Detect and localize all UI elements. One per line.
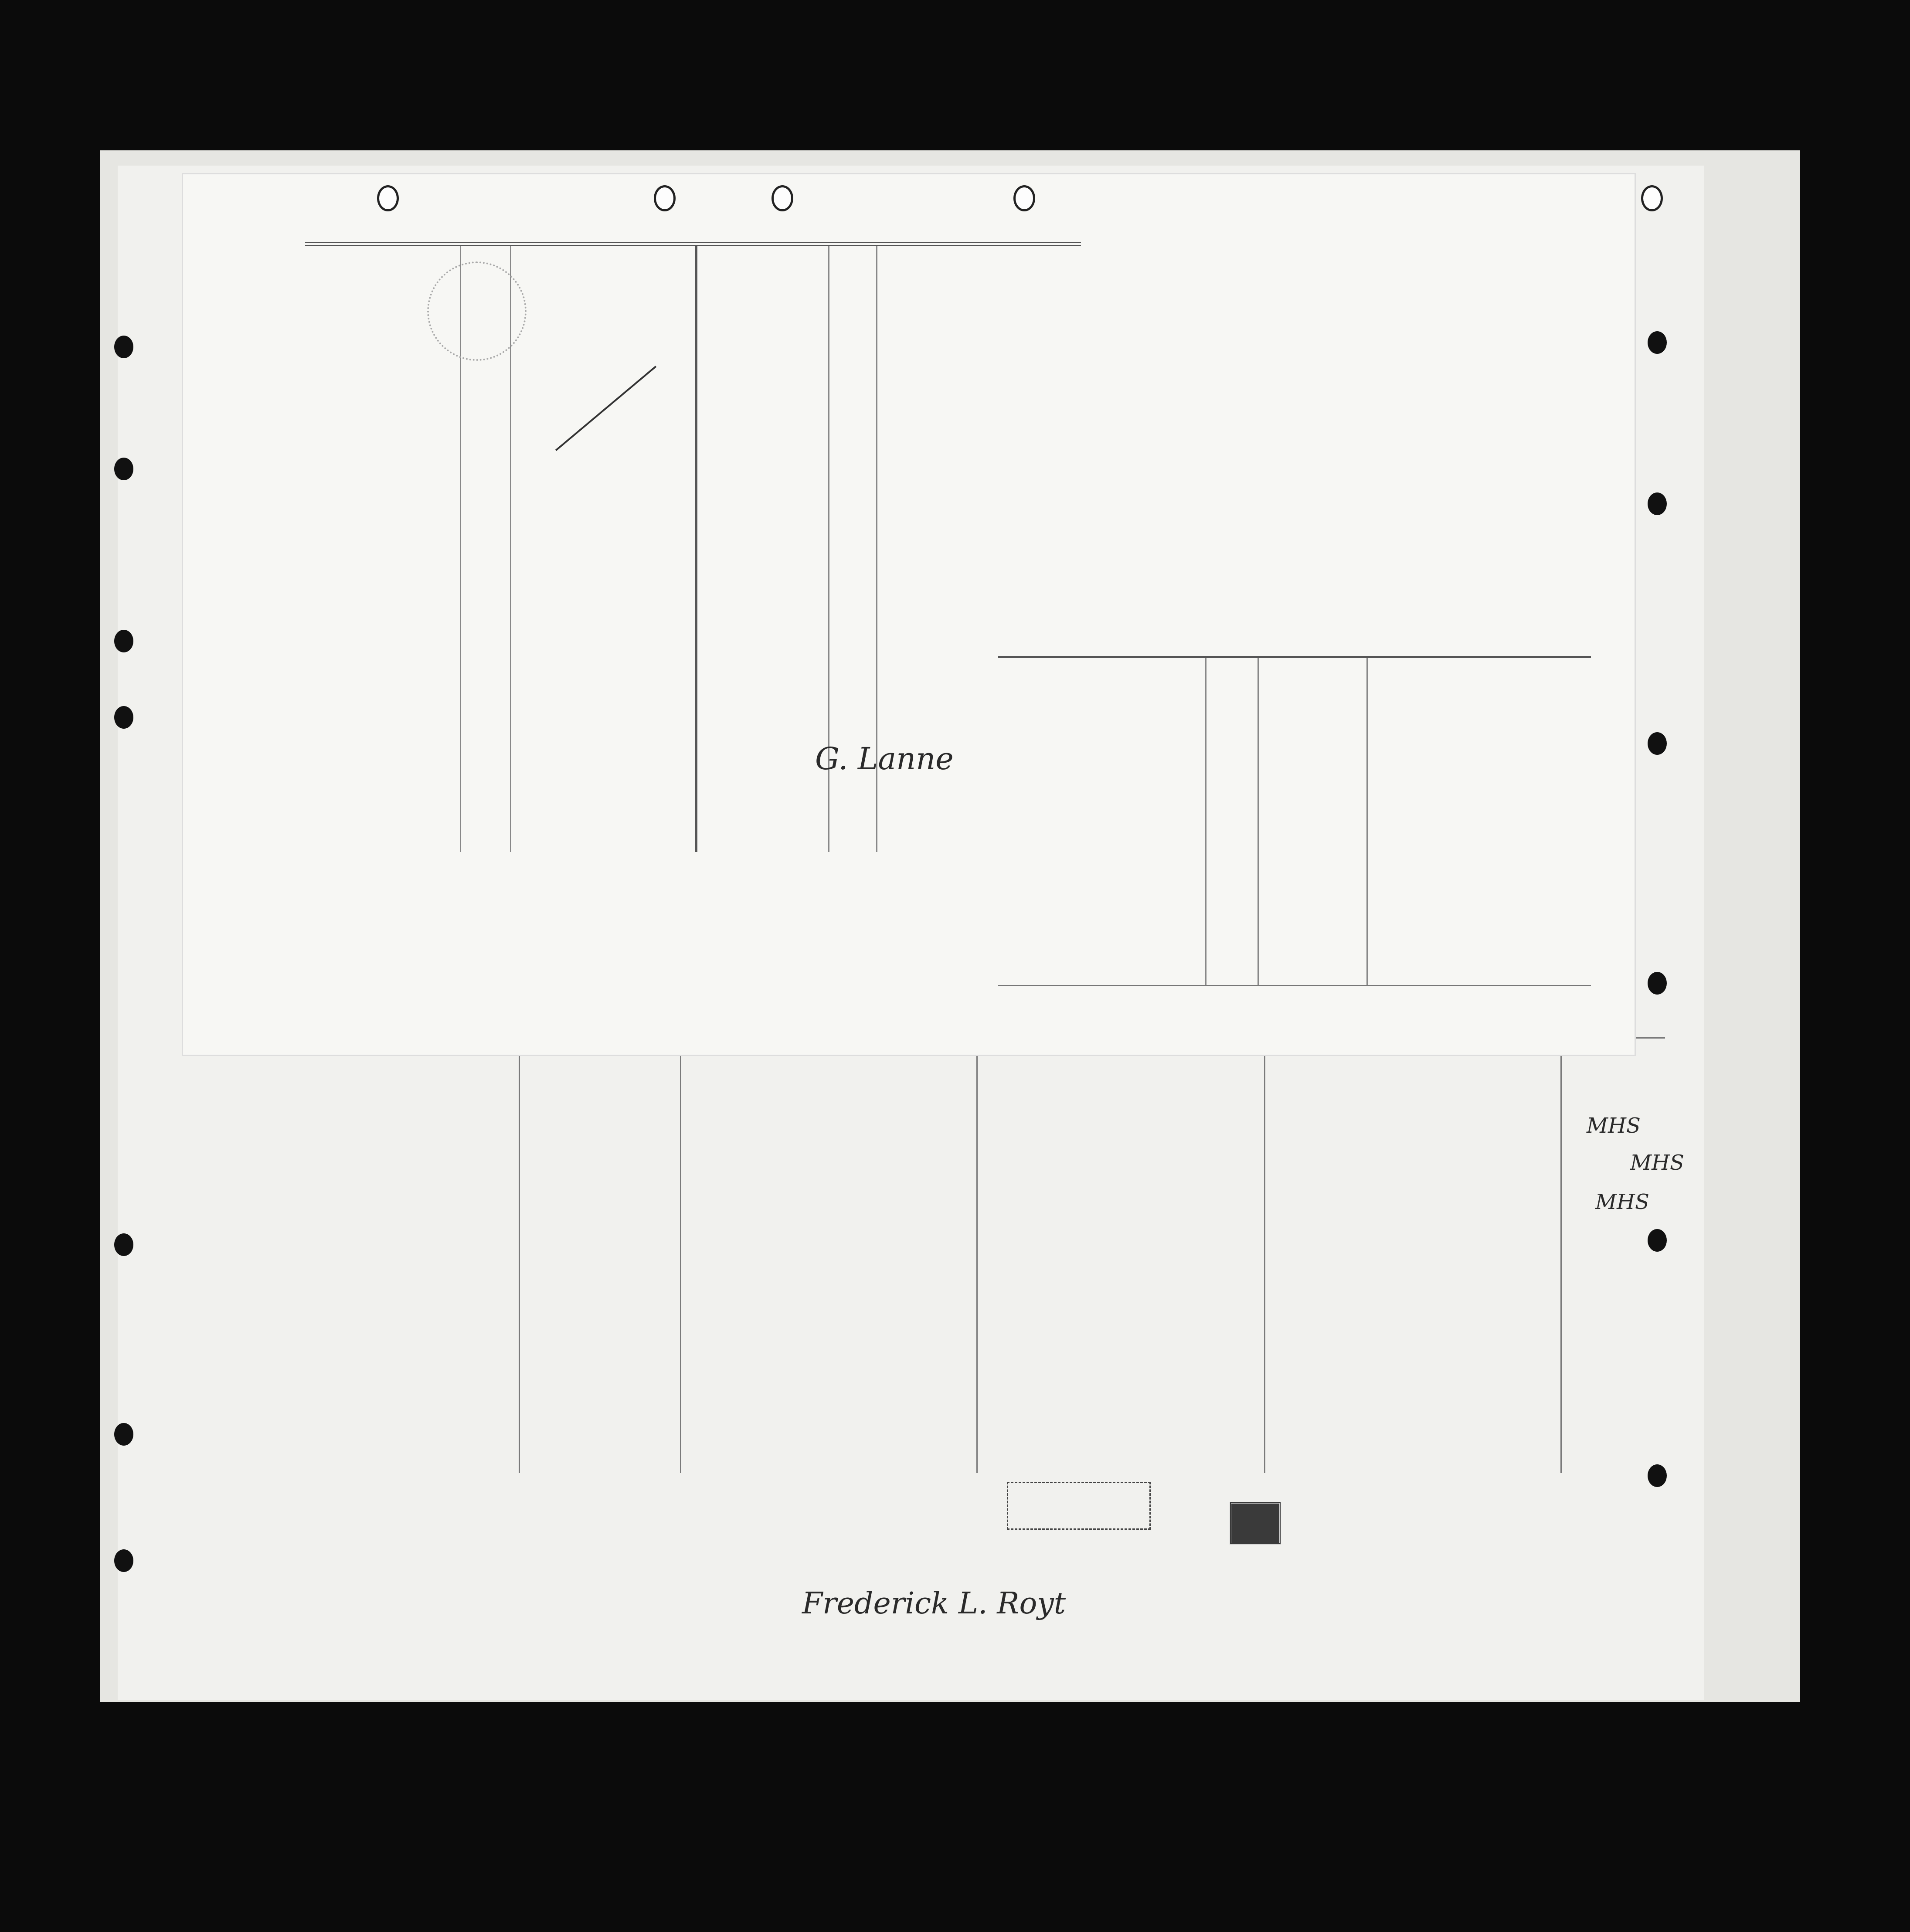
- initials-row19: MHS: [1587, 1114, 1641, 1138]
- punch-hole: [114, 630, 133, 652]
- filing-hole: [654, 185, 676, 211]
- statement-title: [1033, 229, 1534, 232]
- punch-hole: [114, 458, 133, 480]
- table-rule: [976, 1037, 978, 1473]
- punch-hole: [1648, 331, 1667, 354]
- initials-row21: MHS: [1595, 1190, 1649, 1214]
- via-line: [1003, 571, 1626, 593]
- table-top-rule: [305, 242, 1081, 243]
- from-port-line: [1003, 388, 1050, 410]
- fee-stamp-image: [1230, 1502, 1281, 1545]
- fee-box: [1007, 1482, 1151, 1530]
- consulate-stamp: [750, 1449, 1020, 1454]
- punch-hole: [114, 1423, 133, 1446]
- master-line: [1003, 355, 1103, 387]
- circular-stamp: [427, 261, 527, 361]
- filing-hole: [1013, 185, 1035, 211]
- table-rule: [680, 1037, 681, 1473]
- seamen-table: [305, 246, 1081, 852]
- initials-row20: MHS: [1630, 1151, 1684, 1175]
- sail-line: [1003, 547, 1085, 567]
- deserting-table: [998, 656, 1591, 986]
- lying-line: [1003, 523, 1059, 547]
- void-slash: [555, 366, 656, 451]
- col-rule: [1205, 658, 1206, 985]
- arrival-line: [1020, 501, 1085, 523]
- filing-hole: [377, 185, 399, 211]
- master-signature: G. Lanne: [815, 741, 954, 777]
- punch-hole: [1648, 1464, 1667, 1487]
- punch-hole: [114, 1549, 133, 1572]
- punch-hole: [114, 336, 133, 358]
- punch-hole: [114, 706, 133, 729]
- table-rule: [519, 1037, 520, 1473]
- footer-block: [270, 1567, 771, 1664]
- consulate-stamp-2: [1173, 1499, 1338, 1547]
- punch-hole: [114, 1233, 133, 1256]
- consul-signature: Frederick L. Royt: [802, 1586, 1066, 1621]
- punch-hole: [1648, 732, 1667, 755]
- form-689-overlay: [183, 174, 1635, 1055]
- filing-hole: [771, 185, 793, 211]
- punch-hole: [1648, 492, 1667, 515]
- table-rule: [1560, 1037, 1562, 1473]
- voyage-line: [1003, 593, 1020, 615]
- port-line: [1373, 314, 1421, 344]
- table-rule: [1264, 1037, 1265, 1473]
- col-rule: [1257, 658, 1259, 985]
- punch-hole: [1648, 972, 1667, 995]
- punch-hole: [1648, 1229, 1667, 1252]
- col-rule: [695, 246, 697, 852]
- col-rule: [1366, 658, 1368, 985]
- filing-hole: [1641, 185, 1663, 211]
